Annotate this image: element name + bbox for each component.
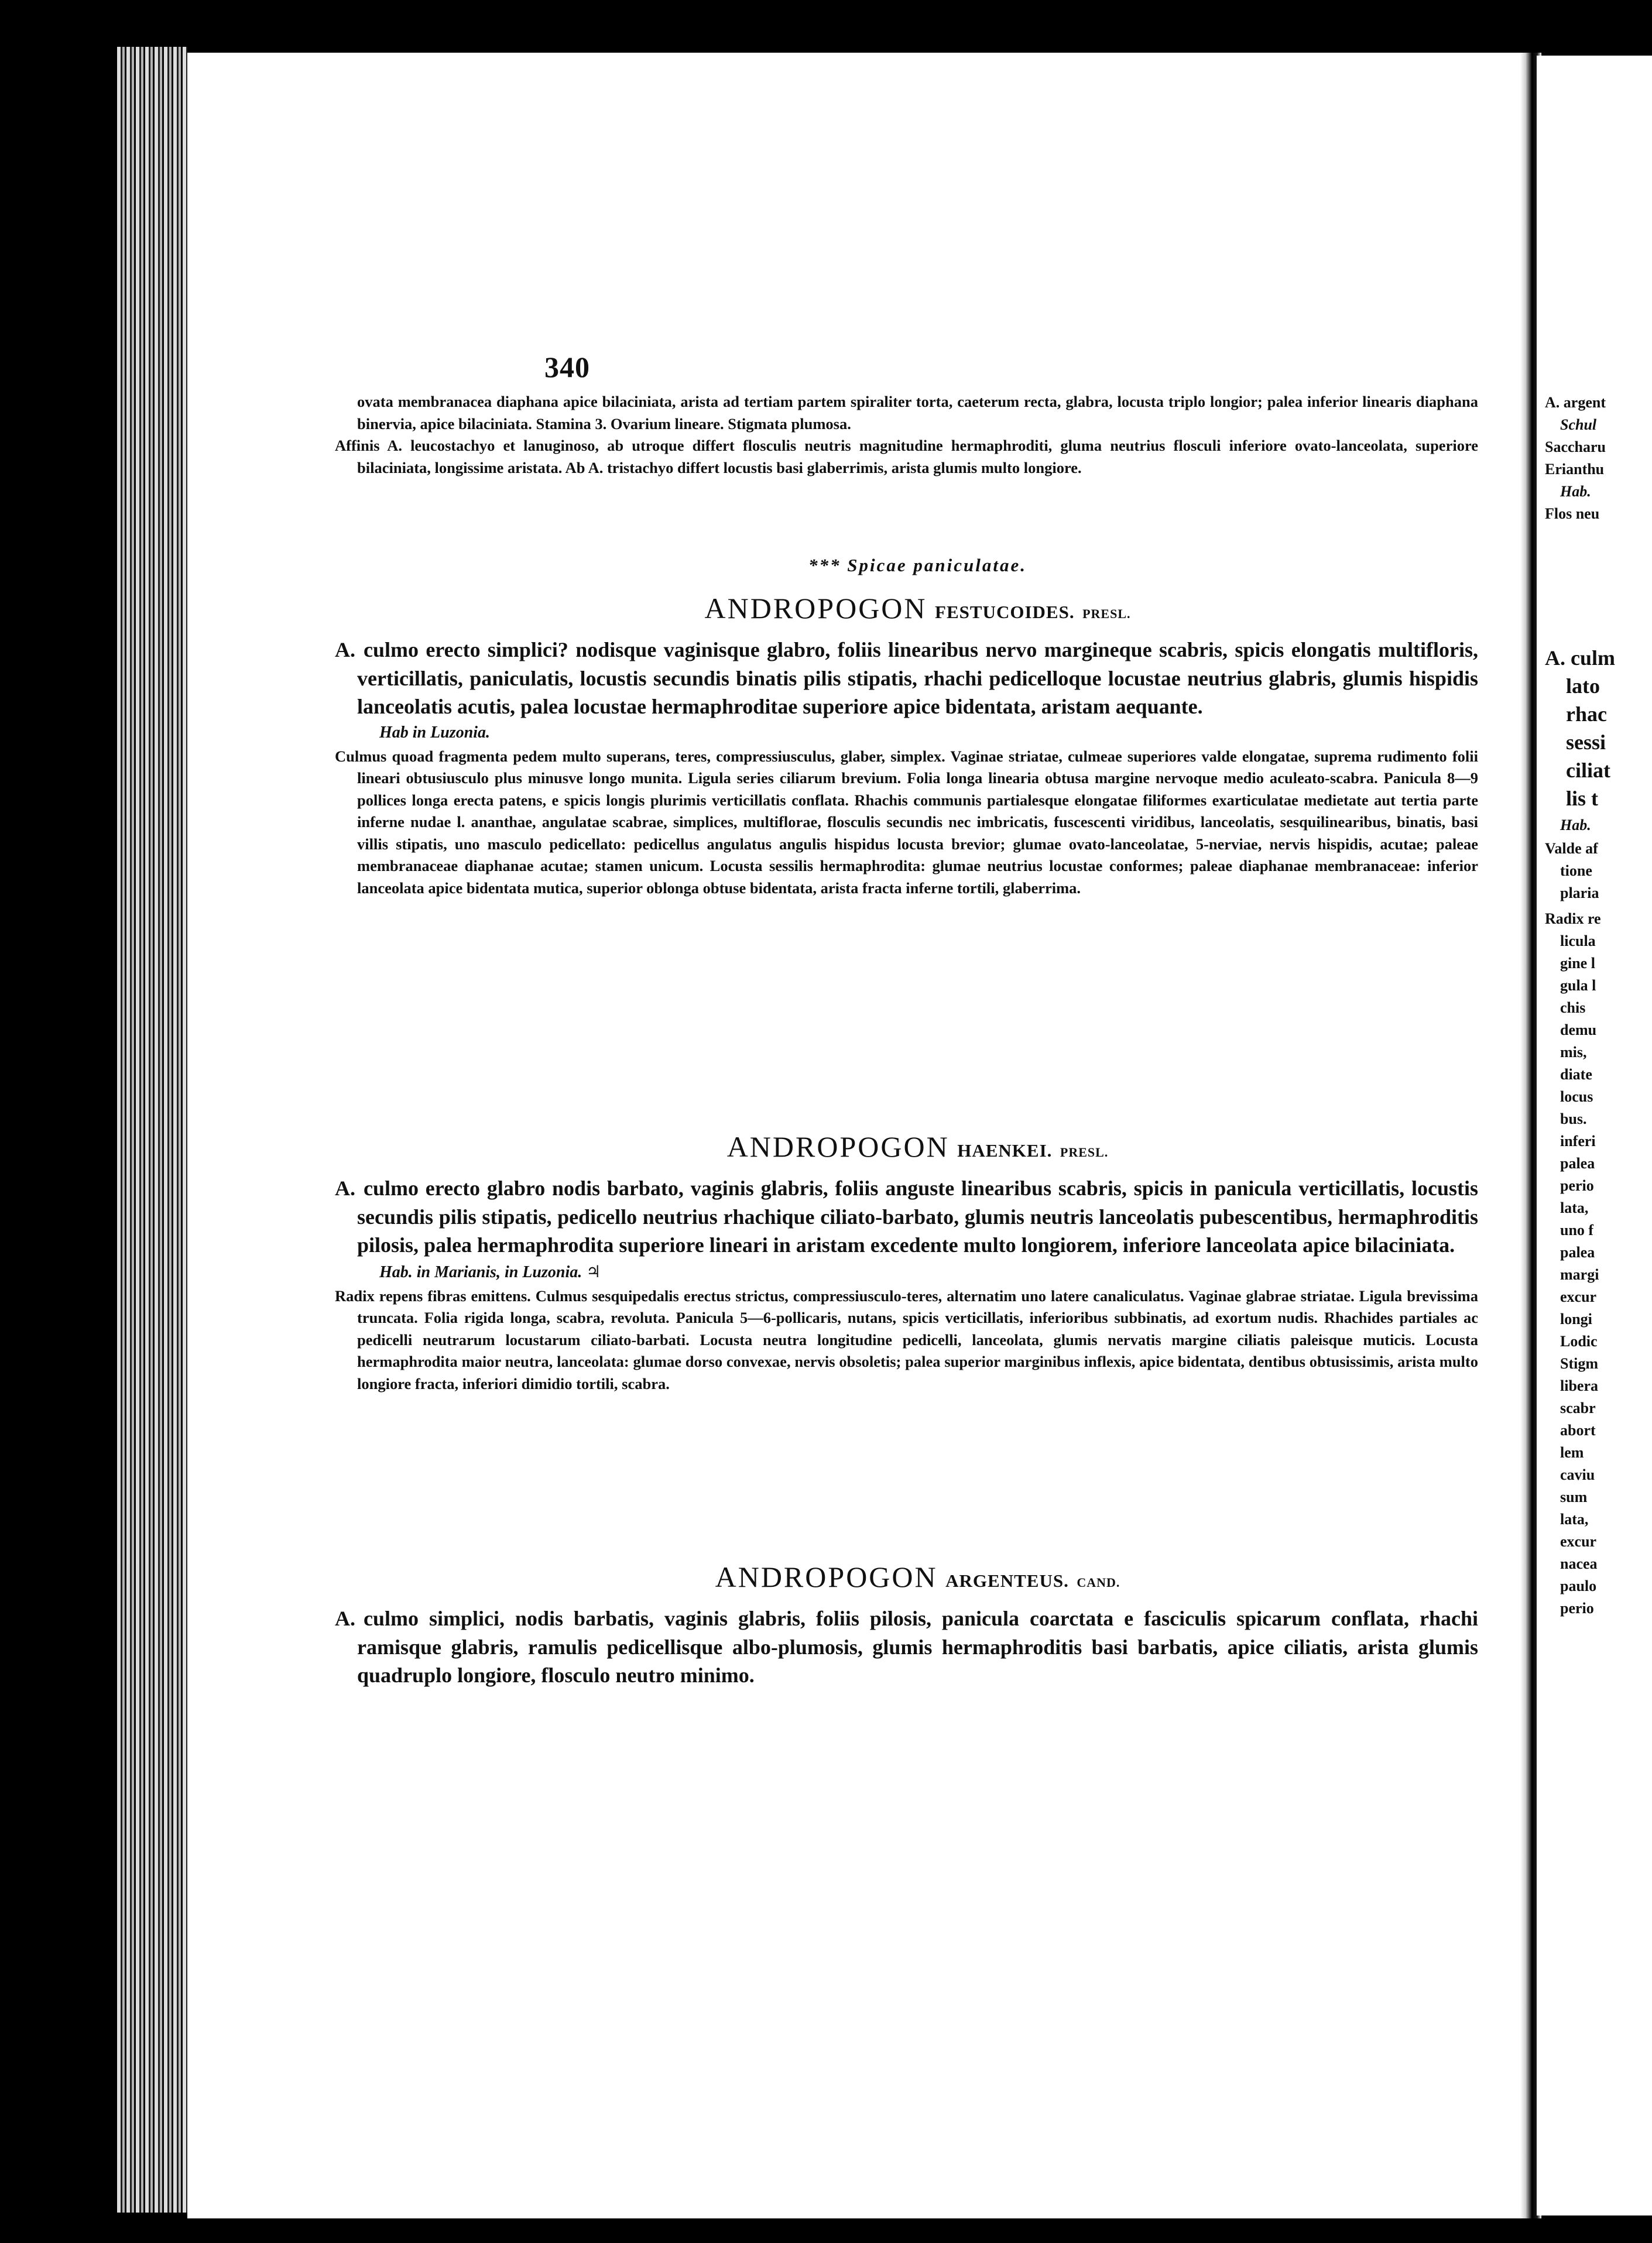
fragment-line: caviu bbox=[1560, 1466, 1595, 1483]
fragment-line: bus. bbox=[1560, 1110, 1587, 1127]
diagnosis-text: culmo simplici, nodis barbatis, vaginis glabris, foliis pilosis, panicula coarctata e fasciculis spicarum conflata, rhachi ramisque glabris, ramulis pedicellisque albo-plumosis, glumis hermaphroditis basi barbatis, apice ciliatis, arista glumis quadruplo longiore, flosculo neutro minimo. bbox=[357, 1607, 1478, 1687]
fragment-line: Lodic bbox=[1560, 1333, 1598, 1350]
fragment-line: Hab. bbox=[1560, 817, 1591, 834]
fragment-line: excur bbox=[1560, 1533, 1597, 1550]
right-page-fragment bbox=[1537, 56, 1652, 2215]
fragment-line: Valde af bbox=[1545, 840, 1598, 857]
fragment-line: locus bbox=[1560, 1088, 1593, 1105]
fragment-line: Saccharu bbox=[1545, 438, 1606, 455]
fragment-line: longi bbox=[1560, 1311, 1592, 1328]
diagnosis-lead: A. bbox=[335, 1607, 355, 1630]
intro-block bbox=[335, 391, 1478, 479]
genus-name: ANDROPOGON bbox=[715, 1561, 938, 1593]
fragment-line: chis bbox=[1560, 999, 1586, 1016]
species-author: CAND. bbox=[1077, 1575, 1120, 1590]
fragment-line: perio bbox=[1560, 1600, 1594, 1617]
species-epithet: FESTUCOIDES. bbox=[935, 602, 1075, 622]
fragment-line: sum bbox=[1560, 1489, 1588, 1505]
fragment-line: sessi bbox=[1566, 730, 1606, 754]
fragment-line: A. argent bbox=[1545, 394, 1606, 411]
fragment-line: Schul bbox=[1560, 416, 1597, 433]
fragment-line: palea bbox=[1560, 1244, 1595, 1261]
page-number: 340 bbox=[544, 351, 590, 383]
species-epithet: ARGENTEUS. bbox=[945, 1570, 1069, 1591]
section-title: *** Spicae paniculatae. bbox=[808, 555, 1027, 575]
fragment-line: rhac bbox=[1566, 702, 1607, 726]
genus-name: ANDROPOGON bbox=[704, 592, 927, 625]
diagnosis-lead: A. bbox=[335, 1177, 355, 1200]
fragment-line: tione bbox=[1560, 862, 1592, 879]
fragment-line: lis t bbox=[1566, 787, 1599, 810]
diagnosis-text: culmo erecto glabro nodis barbato, vaginis glabris, foliis anguste linearibus scabris, spicis in panicula verticillatis, locustis secundis pilis stipatis, pedicello neutrius rhachique ciliato-barbato, glumis neutris lanceolatis pubescentibus, hermaphroditis pilosis, palea hermaphrodita superiore lineari in aristam excedente multo longiorem, inferiore lanceolata apice bilaciniata. bbox=[357, 1177, 1478, 1257]
species-description: Radix repens fibras emittens. Culmus sesquipedalis erectus strictus, compressiusculo-teres, alternatim uno latere canaliculatus. Vaginae glabrae striatae. Ligula brevissima truncata. Folia rigida longa, scabra, revoluta. Panicula 5—6-pollicaris, nutans, spicis verticillatis, inferioribus subbinatis, ad exortum nudis. Rhachides partiales ac pedicelli neutrarum locustarum ciliato-barbati. Locusta neutra longitudine pedicelli, lanceolata, glumis nervatis margine ciliatis paleisque muticis. Locusta hermaphrodita maior neutra, lanceolata: glumae dorso convexae, nervis obsoletis; palea superior marginibus inflexis, apice bidentata, dentibus obtusissimis, arista multo longiore fracta, inferiori dimidio tortili, scabra. bbox=[335, 1287, 1478, 1393]
fragment-line: Radix re bbox=[1545, 910, 1601, 927]
diagnosis-lead: A. bbox=[335, 638, 355, 661]
fragment-line: gula l bbox=[1560, 977, 1596, 994]
habitat-note: Hab in Luzonia. bbox=[379, 723, 491, 742]
fragment-line: lem bbox=[1560, 1444, 1584, 1461]
species-diagnosis bbox=[335, 636, 1478, 721]
species-haenkei bbox=[335, 1130, 1478, 1395]
fragment-line: paulo bbox=[1560, 1577, 1597, 1594]
species-heading bbox=[357, 591, 1478, 625]
fragment-line: excur bbox=[1560, 1288, 1597, 1305]
habitat-note: Hab. in Marianis, in Luzonia. ♃ bbox=[379, 1263, 601, 1281]
fragment-line: demu bbox=[1560, 1021, 1597, 1038]
fragment-line: inferi bbox=[1560, 1133, 1596, 1150]
fragment-line: uno f bbox=[1560, 1222, 1594, 1239]
fragment-line: plaria bbox=[1560, 884, 1599, 901]
species-heading bbox=[357, 1560, 1478, 1594]
species-heading bbox=[357, 1130, 1478, 1164]
fragment-line: abort bbox=[1560, 1422, 1596, 1439]
genus-name: ANDROPOGON bbox=[726, 1130, 950, 1163]
fragment-line: Flos neu bbox=[1545, 505, 1600, 522]
fragment-line: lato bbox=[1566, 674, 1600, 698]
intro-paragraph: ovata membranacea diaphana apice bilaciniata, arista ad tertiam partem spiraliter torta, caeterum recta, glabra, locusta triplo longior; palea inferior linearis diaphana binervia, apice bilaciniata. Stamina 3. Ovarium lineare. Stigmata plumosa. bbox=[357, 393, 1478, 433]
fragment-line: libera bbox=[1560, 1377, 1598, 1394]
fragment-line: lata, bbox=[1560, 1511, 1589, 1528]
fragment-line: margi bbox=[1560, 1266, 1599, 1283]
species-festucoides bbox=[335, 591, 1478, 899]
fragment-line: Stigm bbox=[1560, 1355, 1598, 1372]
species-description: Culmus quoad fragmenta pedem multo superans, teres, compressiusculus, glaber, simplex. Vaginae striatae, culmeae superiores valde elongatae, suprema rudimento folii lineari obtusiusculo plus minusve longo munita. Ligula series ciliarum brevium. Folia longa linearia obtusa margine nervoque medio aculeato-scabra. Panicula 8—9 pollices longa erecta patens, e spicis longis plurimis verticillatis conflata. Rhachis communis partialesque elongatae filiformes exarticulatae medietate aut tertia parte inferne nudae l. ananthae, angulatae scabrae, simplices, multiflorae, flosculis secundis nec imbricatis, fuscescenti viridibus, lanceolatis, sesquilinearibus, binatis, basi villis stipatis, uno masculo pedicellato: pedicellus angulatus angulis hispidus locusta brevior; glumae ovato-lanceolatae, 5-nerviae, nervis hispidis, acutae; paleae membranaceae diaphanae acutae; stamen unicum. Locusta sessilis hermaphrodita: glumae neutrius locustae conformes; paleae diaphanae membranaceae: inferior lanceolata apice bidentata mutica, superior oblonga obtuse bidentata, arista fracta inferne tortili, glaberrima. bbox=[335, 747, 1478, 897]
fragment-line: gine l bbox=[1560, 955, 1595, 972]
species-argenteus bbox=[335, 1560, 1478, 1690]
fragment-line: A. culm bbox=[1545, 646, 1615, 670]
fragment-line: perio bbox=[1560, 1177, 1594, 1194]
fragment-line: mis, bbox=[1560, 1044, 1587, 1061]
diagnosis-text: culmo erecto simplici? nodisque vaginisque glabro, foliis linearibus nervo margineque scabris, spicis elongatis multifloris, verticillatis, paniculatis, locustis secundis binatis pilis stipatis, rhachi pedicelloque locustae neutrius glabris, glumis hispidis lanceolatis acutis, palea locustae hermaphroditae superiore apice bidentata, aristam aequante. bbox=[357, 638, 1478, 718]
species-diagnosis bbox=[335, 1174, 1478, 1260]
fragment-line: lata, bbox=[1560, 1199, 1589, 1216]
fragment-line: Hab. bbox=[1560, 483, 1591, 500]
affinity-paragraph: Affinis A. leucostachyo et lanuginoso, ab utroque differt flosculis neutris magnitudine hermaphroditi, gluma neutrius flosculi inferiore ovato-lanceolata, superiore bilaciniata, longissime aristata. Ab A. tristachyo differt locustis basi glaberrimis, arista glumis multo longiore. bbox=[335, 437, 1478, 476]
fragment-line: Erianthu bbox=[1545, 461, 1605, 478]
fragment-line: nacea bbox=[1560, 1555, 1598, 1572]
species-author: PRESL. bbox=[1060, 1145, 1109, 1160]
fragment-line: palea bbox=[1560, 1155, 1595, 1172]
fragment-line: diate bbox=[1560, 1066, 1592, 1083]
fragment-line: licula bbox=[1560, 932, 1596, 949]
species-author: PRESL. bbox=[1082, 606, 1131, 621]
book-page-edges bbox=[117, 47, 187, 2213]
section-title-block bbox=[357, 555, 1478, 576]
fragment-line: scabr bbox=[1560, 1400, 1596, 1417]
species-epithet: HAENKEI. bbox=[957, 1140, 1053, 1161]
species-diagnosis bbox=[335, 1604, 1478, 1690]
fragment-line: ciliat bbox=[1566, 759, 1610, 782]
